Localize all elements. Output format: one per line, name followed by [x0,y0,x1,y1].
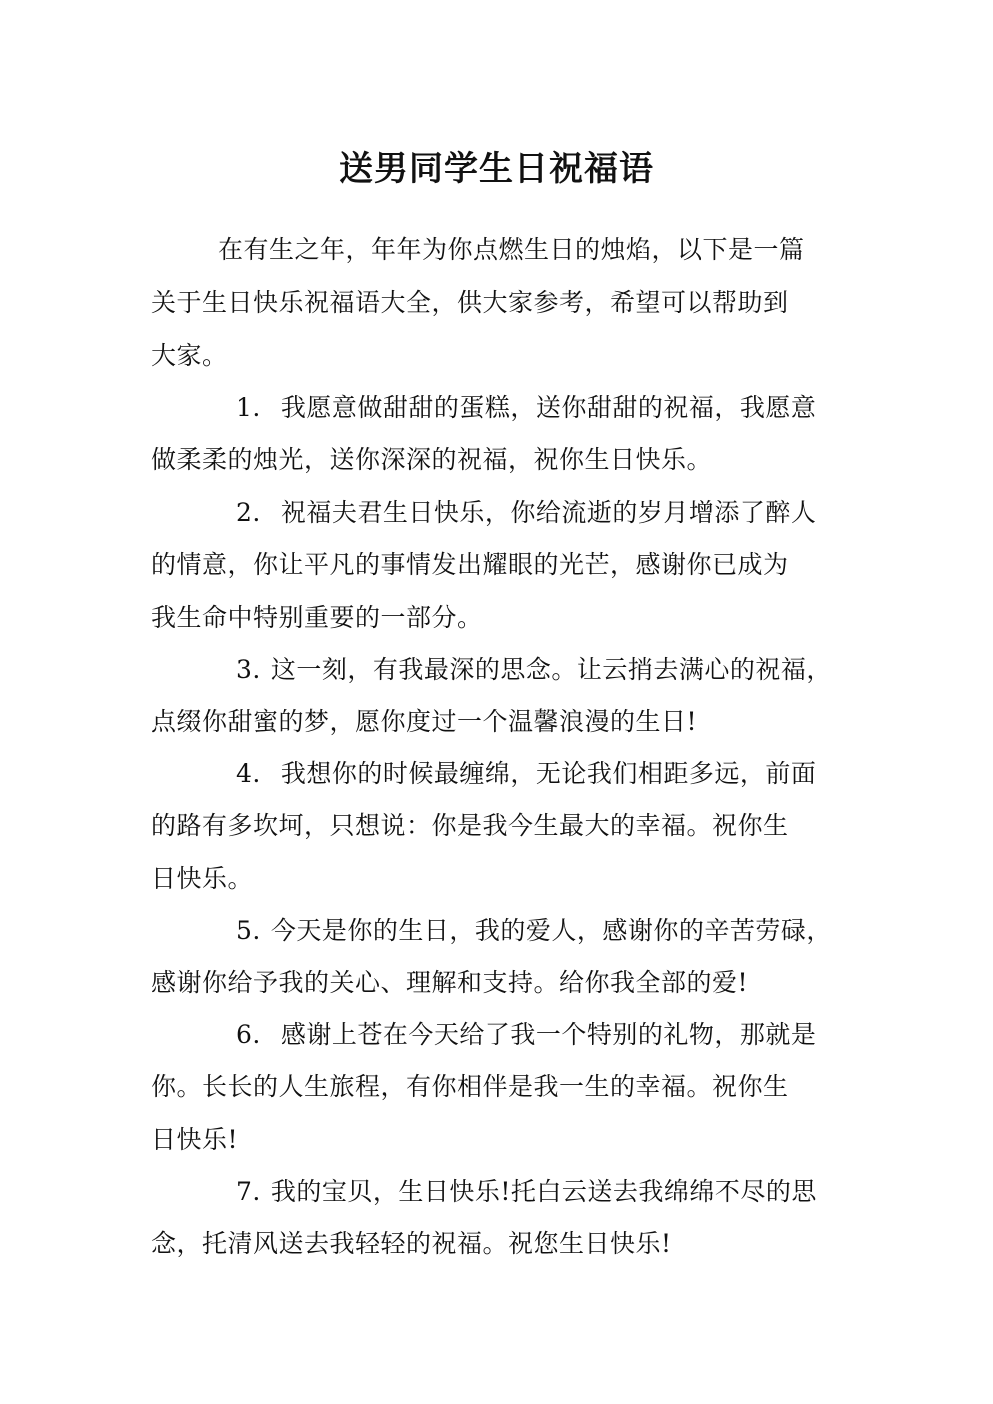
list-item-7-line-2: 念，托清风送去我轻轻的祝福。祝您生日快乐! [151,1229,672,1258]
list-item-7-number: 7. [236,1177,261,1206]
list-item-1-line-2: 做柔柔的烛光，送你深深的祝福，祝你生日快乐。 [151,445,713,474]
list-item-7-text: 我的宝贝，生日快乐!托白云送去我绵绵不尽的思 [270,1177,817,1206]
list-item-3-number: 3. [236,655,261,684]
list-item-2-number: 2. [236,498,261,527]
list-item-2-line-3: 我生命中特别重要的一部分。 [151,603,483,632]
intro-line-3: 大家。 [151,341,228,370]
list-item-6-line-1 [236,1017,816,1053]
list-item-4-text: 我想你的时候最缠绵，无论我们相距多远，前面 [280,759,817,788]
list-item-4-number: 4. [236,759,261,788]
list-item-2-line-1 [236,495,816,531]
list-item-5-text: 今天是你的生日，我的爱人，感谢你的辛苦劳碌， [270,916,832,945]
list-item-1-number: 1. [236,393,261,422]
list-item-4-line-3: 日快乐。 [151,864,254,893]
page-title: 送男同学生日祝福语 [339,148,654,189]
list-item-4-line-2: 的路有多坎坷，只想说：你是我今生最大的幸福。祝你生 [151,811,789,840]
list-item-7-line-1 [236,1174,817,1210]
list-item-2-text: 祝福夫君生日快乐，你给流逝的岁月增添了醉人 [280,498,817,527]
list-item-5-number: 5. [236,916,261,945]
list-item-6-line-2: 你。长长的人生旅程，有你相伴是我一生的幸福。祝你生 [151,1072,789,1101]
list-item-3-text: 这一刻，有我最深的思念。让云捎去满心的祝福， [270,655,832,684]
list-item-5-line-2: 感谢你给予我的关心、理解和支持。给你我全部的爱! [151,968,749,997]
list-item-6-number: 6. [236,1020,261,1049]
list-item-5-line-1 [236,913,832,949]
list-item-6-line-3: 日快乐! [151,1125,239,1154]
list-item-1-text: 我愿意做甜甜的蛋糕，送你甜甜的祝福，我愿意 [280,393,817,422]
list-item-6-text: 感谢上苍在今天给了我一个特别的礼物，那就是 [280,1020,817,1049]
list-item-3-line-2: 点缀你甜蜜的梦，愿你度过一个温馨浪漫的生日! [151,707,698,736]
list-item-2-line-2: 的情意，你让平凡的事情发出耀眼的光芒，感谢你已成为 [151,550,789,579]
intro-line-2: 关于生日快乐祝福语大全，供大家参考，希望可以帮助到 [151,288,789,317]
intro-line-1: 在有生之年，年年为你点燃生日的烛焰，以下是一篇 [218,235,805,264]
list-item-3-line-1 [236,652,832,688]
list-item-4-line-1 [236,756,816,792]
list-item-1-line-1 [236,390,816,426]
